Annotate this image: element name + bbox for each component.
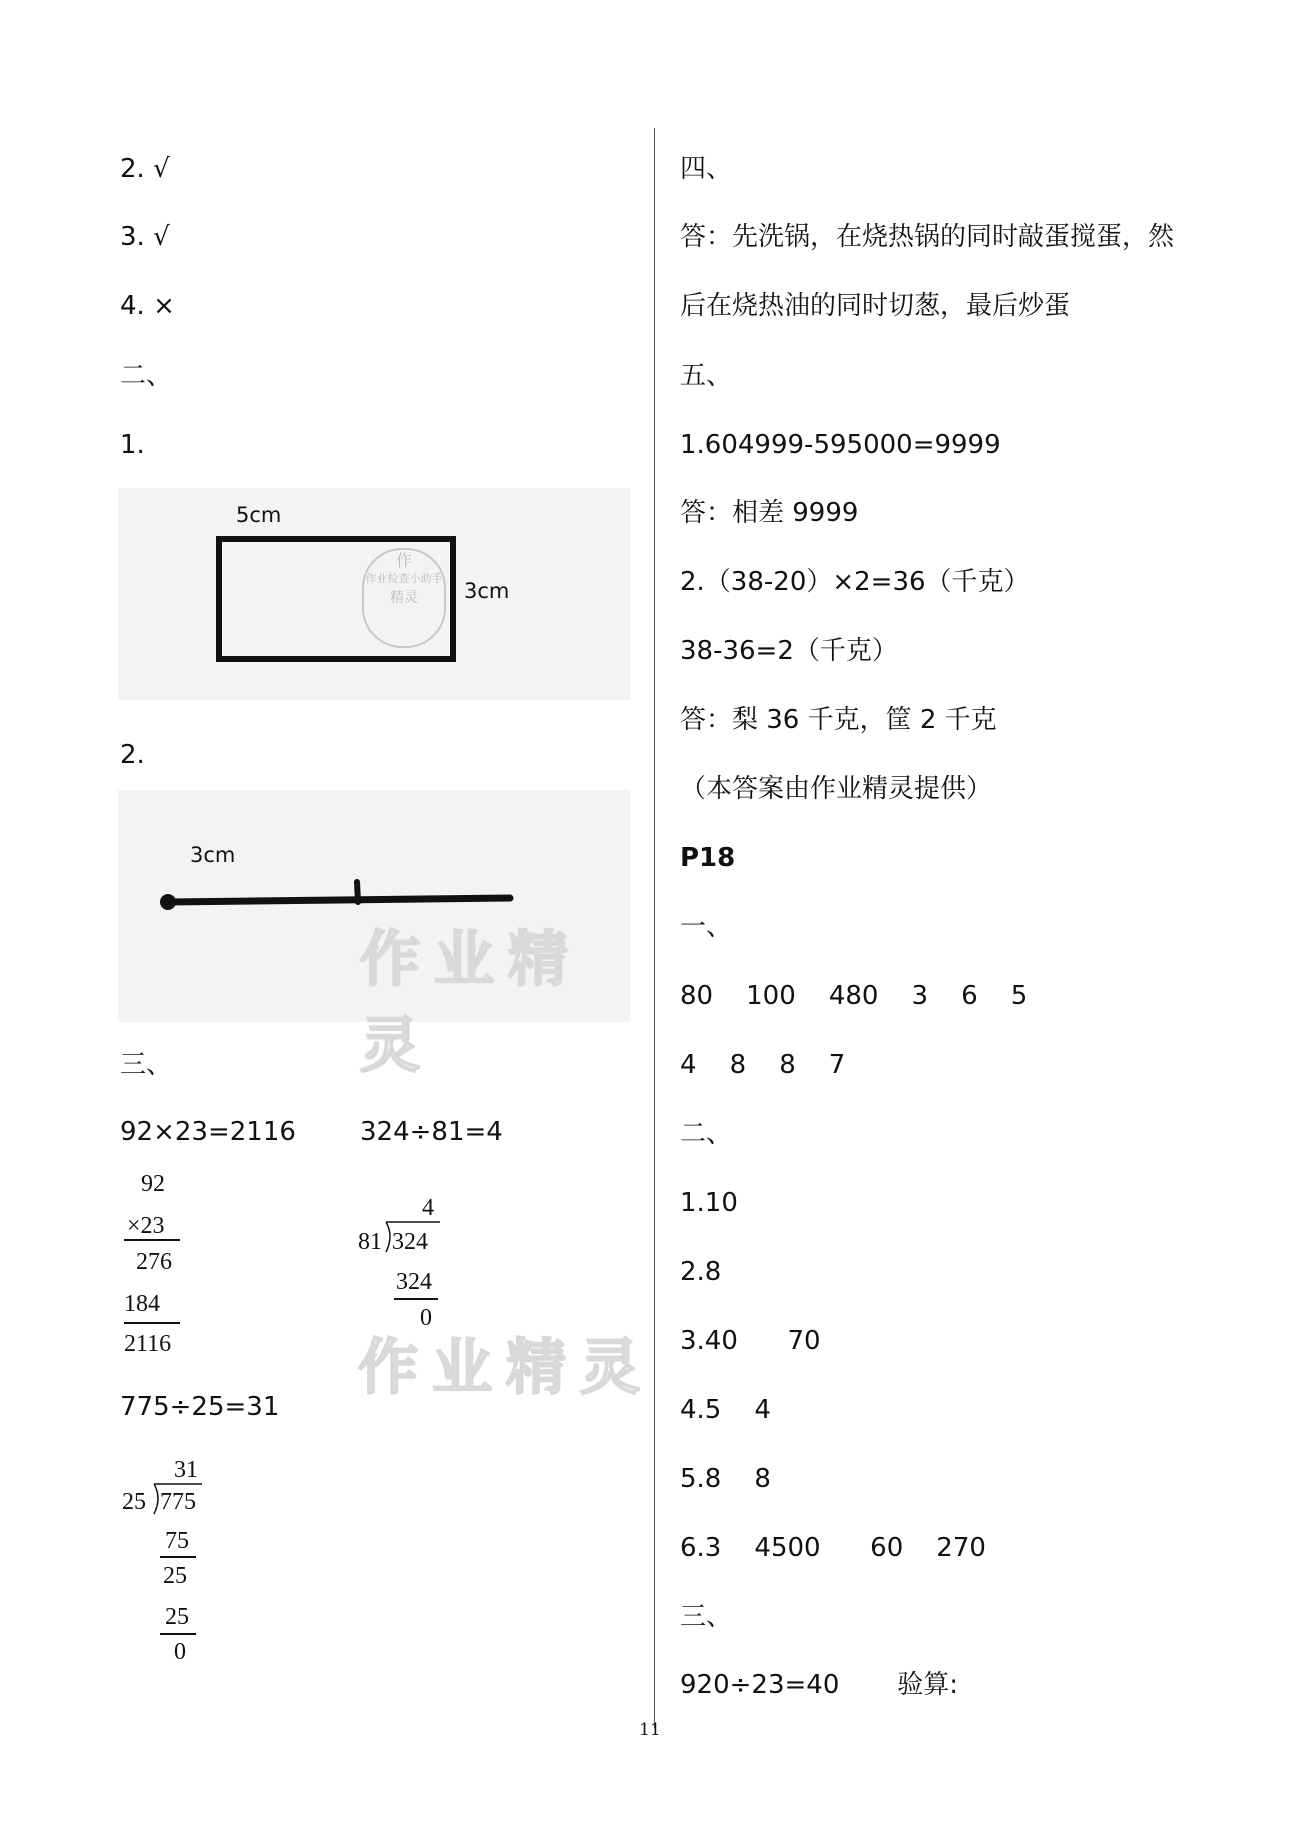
mult-rule — [124, 1322, 180, 1324]
partial-product: 276 — [136, 1249, 172, 1275]
divisor: 81 — [358, 1229, 382, 1255]
quotient: 4 — [422, 1195, 434, 1221]
answer-line: 1.10 — [680, 1188, 738, 1218]
answer-line: 答：梨 36 千克，筐 2 千克 — [680, 705, 997, 735]
watermark: 作业精灵 — [358, 1333, 654, 1403]
height-label: 3cm — [464, 579, 510, 603]
division-bracket — [382, 1220, 442, 1256]
mult-operand: ×23 — [127, 1213, 165, 1239]
dividend: 324 — [392, 1229, 428, 1255]
answer-line: 5.8 8 — [680, 1464, 771, 1494]
answer-line: 6.3 4500 60 270 — [680, 1533, 986, 1563]
answer-line: 1.604999-595000=9999 — [680, 430, 1001, 460]
column-divider — [654, 128, 655, 1728]
answer-line: 38-36=2（千克） — [680, 636, 898, 666]
remainder: 0 — [174, 1639, 186, 1665]
section-heading: 三、 — [680, 1602, 733, 1632]
answer-line: 后在烧热油的同时切葱，最后炒蛋 — [680, 291, 1071, 321]
equation: 92×23=2116 — [120, 1117, 296, 1147]
division-rule — [160, 1633, 196, 1635]
subtrahend: 25 — [165, 1604, 189, 1630]
length-label: 3cm — [190, 843, 236, 867]
answer-line: 4 8 8 7 — [680, 1050, 846, 1080]
division-bracket — [150, 1482, 204, 1518]
section-heading: 五、 — [680, 361, 733, 391]
answer-line: 3. √ — [120, 222, 170, 252]
watermark: 作业精灵 — [360, 925, 582, 1081]
answer-line: 2. √ — [120, 154, 170, 184]
question-number: 1. — [120, 430, 145, 460]
rectangle-figure — [118, 488, 630, 700]
stamp-icon: 作 作业检查小助手 精灵 — [362, 548, 446, 648]
answer-line: 2.8 — [680, 1257, 722, 1287]
answer-line: 2.（38-20）×2=36（千克） — [680, 567, 1030, 597]
mult-operand: 92 — [141, 1171, 165, 1197]
section-heading: 二、 — [680, 1119, 733, 1149]
subtrahend: 75 — [165, 1528, 189, 1554]
section-heading: 一、 — [680, 912, 733, 942]
remainder: 0 — [420, 1305, 432, 1331]
width-label: 5cm — [236, 503, 282, 527]
subtrahend: 324 — [396, 1269, 432, 1295]
answer-line: 答：先洗锅，在烧热锅的同时敲蛋搅蛋，然 — [680, 222, 1175, 252]
divisor: 25 — [122, 1489, 146, 1515]
division-rule — [394, 1298, 438, 1300]
equation: 775÷25=31 — [120, 1392, 280, 1422]
answer-line: 答：相差 9999 — [680, 498, 859, 528]
page-number: 11 — [639, 1720, 661, 1740]
answer-line: 4. × — [120, 291, 175, 321]
segment-figure — [118, 790, 630, 1081]
answer-line: 80 100 480 3 6 5 — [680, 981, 1028, 1011]
mult-rule — [124, 1239, 180, 1241]
section-heading: 三、 — [120, 1050, 173, 1080]
product: 2116 — [124, 1331, 172, 1357]
dividend: 775 — [160, 1489, 196, 1515]
answer-line: 920÷23=40 验算: — [680, 1670, 958, 1700]
partial-product: 184 — [124, 1291, 160, 1317]
page-heading: P18 — [680, 843, 736, 873]
section-heading: 二、 — [120, 361, 173, 391]
source-note: （本答案由作业精灵提供） — [680, 774, 993, 804]
quotient: 31 — [174, 1457, 198, 1483]
section-heading: 四、 — [680, 154, 733, 184]
division-rule — [160, 1556, 196, 1558]
question-number: 2. — [120, 740, 145, 770]
partial-remainder: 25 — [163, 1563, 187, 1589]
answer-line: 4.5 4 — [680, 1395, 771, 1425]
equation: 324÷81=4 — [360, 1117, 503, 1147]
answer-line: 3.40 70 — [680, 1326, 821, 1356]
